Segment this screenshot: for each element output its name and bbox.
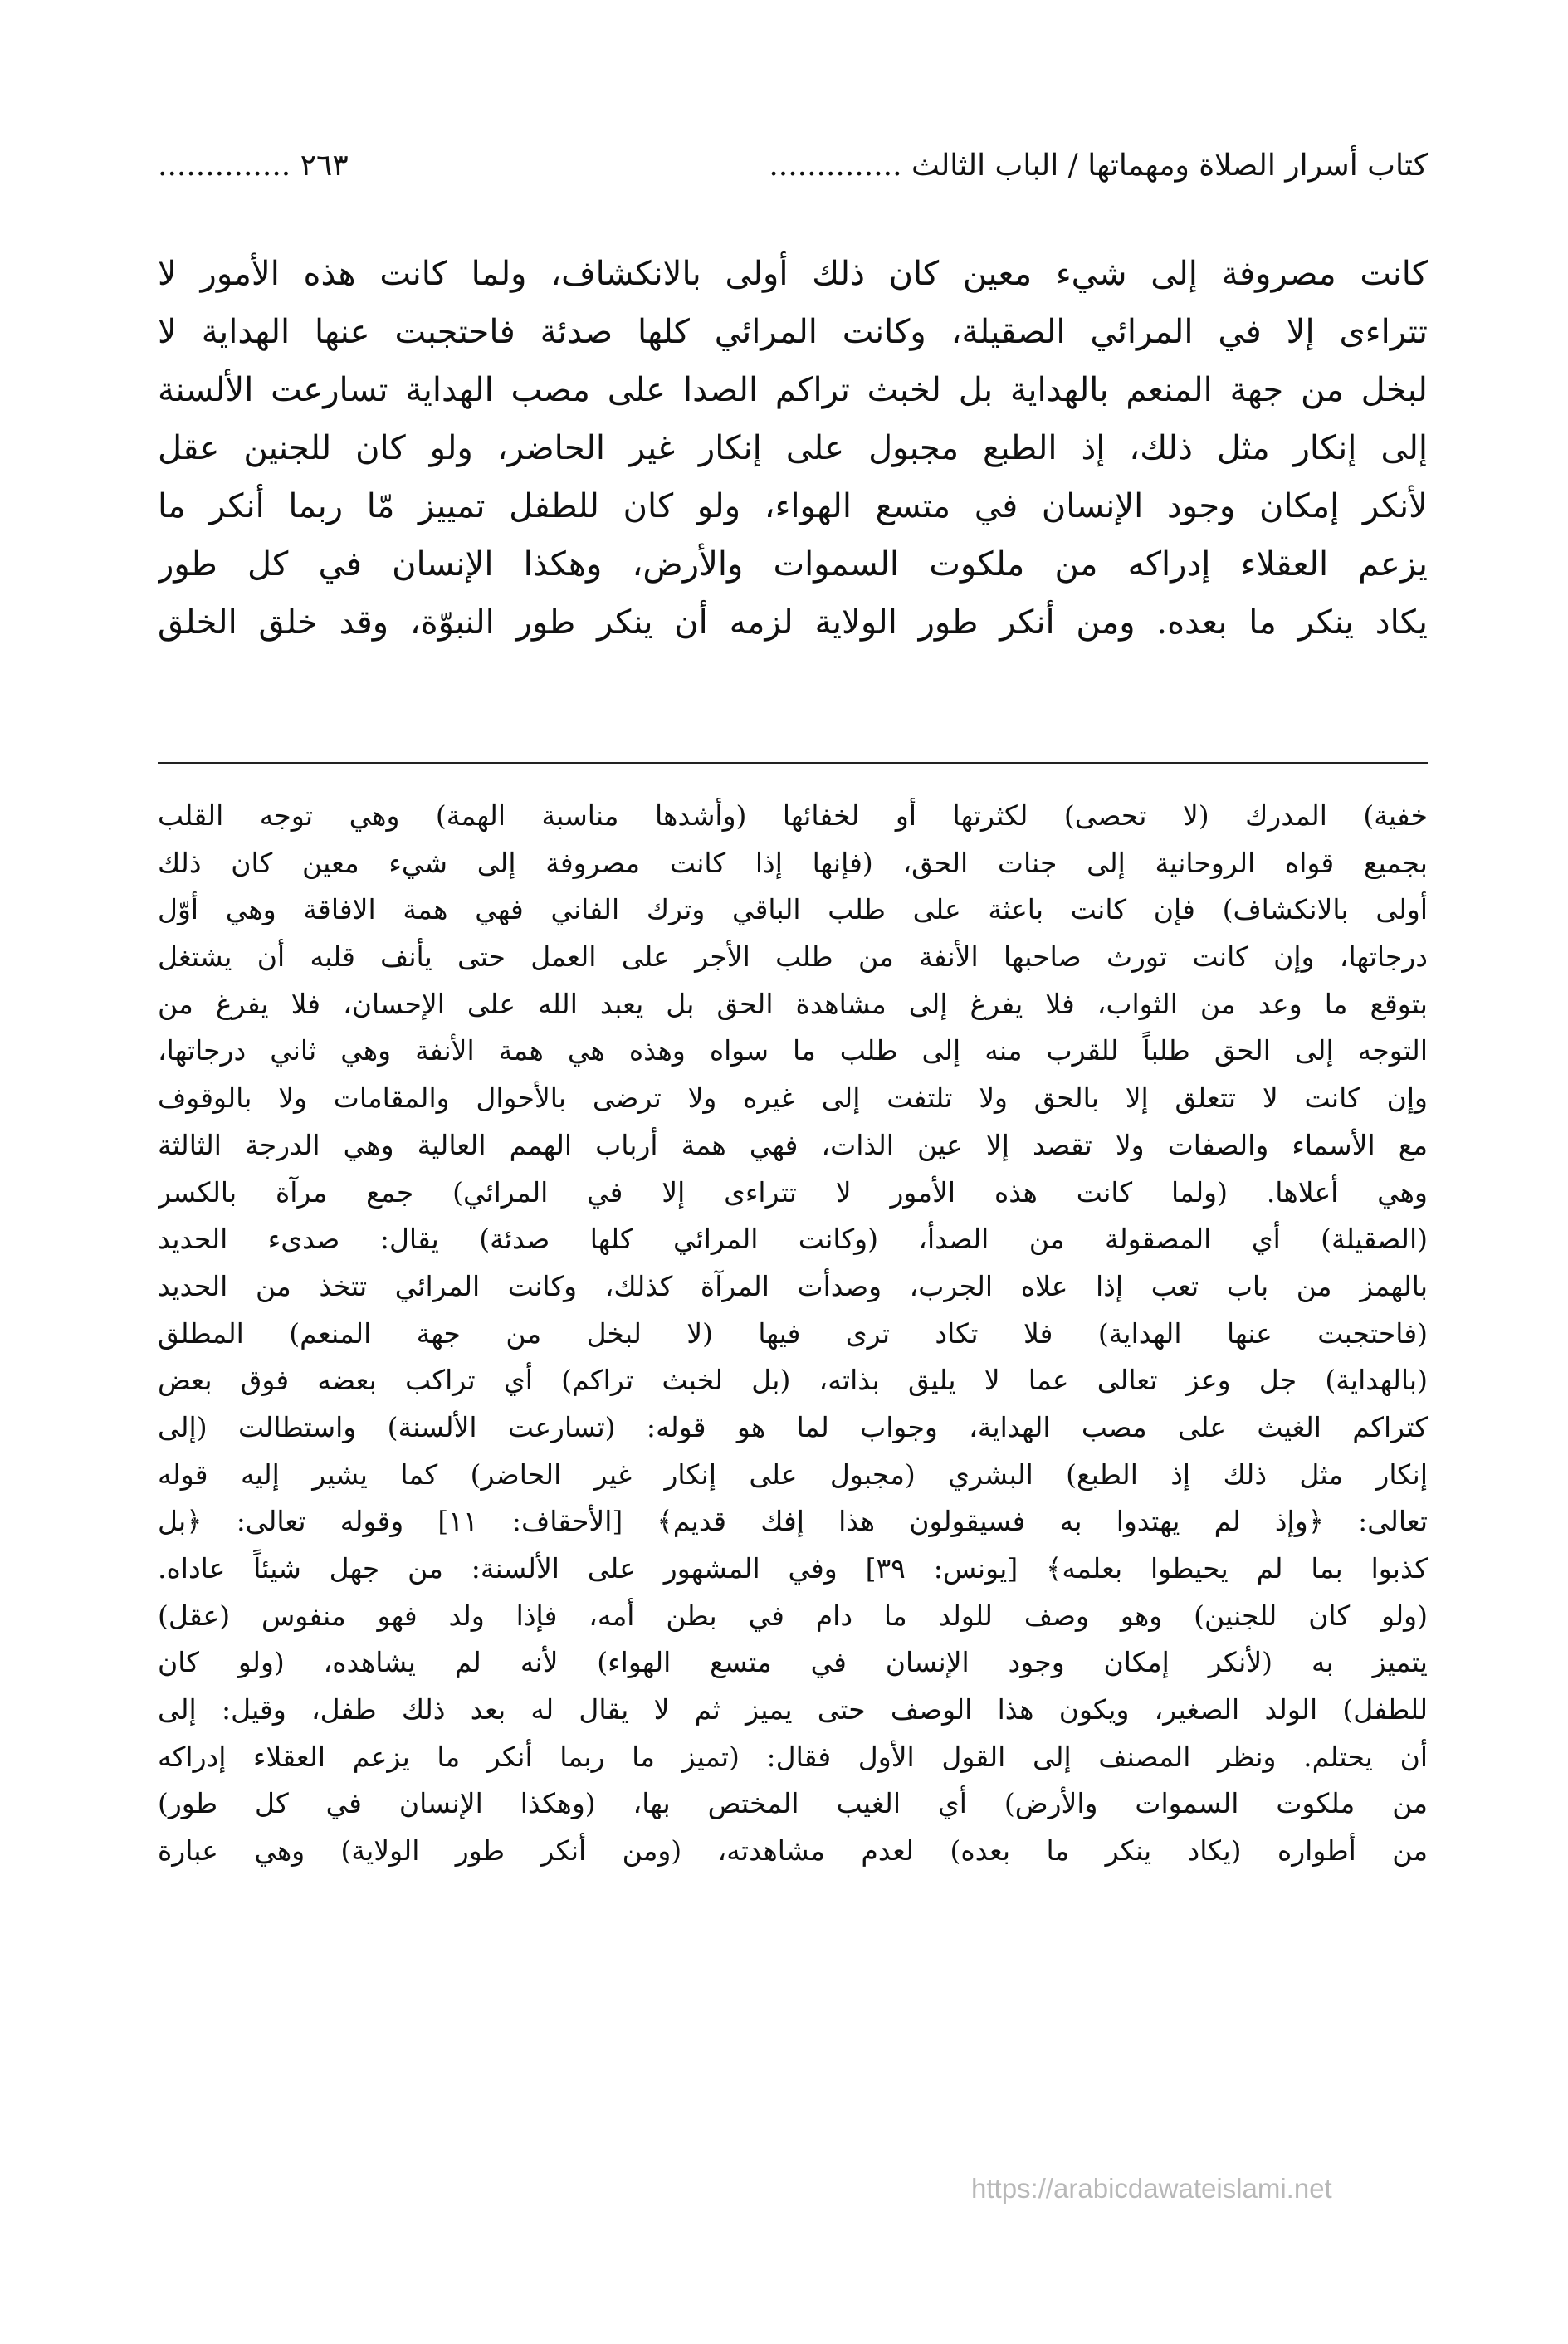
commentary-line: (بالهداية) جل وعز تعالى عما لا يليق بذاته، (بل لخبث تراكم) أي تراكب بعضه فوق بعض (158, 1364, 1428, 1397)
commentary-line: (ولو كان للجنين) وهو وصف للولد ما دام في بطن أمه، فإذا ولد فهو منفوس (عقل) (158, 1599, 1428, 1632)
commentary-line: التوجه إلى الحق طلباً للقرب منه إلى طلب ما سواه وهذه هي همة الأنفة وهي ثاني درجاتها، (158, 1034, 1428, 1067)
commentary-line: بالهمز من باب تعب إذا علاه الجرب، وصدأت المرآة كذلك، وكانت المرائي تتخذ من الحديد (158, 1269, 1428, 1302)
commentary-line: إنكار مثل ذلك إذ الطبع) البشري (مجبول على إنكار غير الحاضر) كما يشير إليه قوله (158, 1458, 1428, 1491)
text-separator-rule (158, 762, 1428, 764)
running-title: كتاب أسرار الصلاة ومهماتها / الباب الثالث .............. (769, 149, 1428, 183)
commentary-text (158, 793, 1428, 1875)
commentary-line: (فاحتجبت عنها الهداية) فلا تكاد ترى فيها (لا لبخل من جهة المنعم) المطلق (158, 1316, 1428, 1350)
commentary-line: (الصقيلة) أي المصقولة من الصدأ، (وكانت المرائي كلها صدئة) يقال: صدىء الحديد (158, 1223, 1428, 1256)
commentary-line: مع الأسماء والصفات ولا تقصد إلا عين الذات، فهي همة أرباب الهمم العالية وهي الدرجة الثالثة (158, 1128, 1428, 1161)
commentary-line: وإن كانت لا تتعلق إلا بالحق ولا تلتفت إلى غيره ولا ترضى بالأحوال والمقامات ولا بالوقوف (158, 1082, 1428, 1115)
commentary-line: من أطواره (يكاد ينكر ما بعده) لعدم مشاهدته، (ومن أنكر طور الولاية) وهي عبارة (158, 1834, 1428, 1868)
commentary-line: كتراكم الغيث على مصب الهداية، وجواب لما هو قوله: (تسارعت الألسنة) واستطالت (إلى (158, 1410, 1428, 1443)
main-text-line: لبخل من جهة المنعم بالهداية بل لخبث تراكم الصدا على مصب الهداية تسارعت الألسنة (158, 371, 1428, 409)
commentary-line: من ملكوت السموات والأرض) أي الغيب المختص بها، (وهكذا الإنسان في كل طور) (158, 1787, 1428, 1820)
commentary-line: أن يحتلم. ونظر المصنف إلى القول الأول فقال: (تميز ما ربما أنكر ما يزعم العقلاء إدراكه (158, 1740, 1428, 1773)
commentary-line: وهي أعلاها. (ولما كانت هذه الأمور لا تتراءى إلا في المرائي) جمع مرآة بالكسر (158, 1175, 1428, 1209)
commentary-line: تعالى: ﴿وإذ لم يهتدوا به فسيقولون هذا إفك قديم﴾ [الأحقاف: ١١] وقوله تعالى: ﴿بل (158, 1505, 1428, 1538)
commentary-line: كذبوا بما لم يحيطوا بعلمه﴾ [يونس: ٣٩] وفي المشهور على الألسنة: من جهل شيئاً عاداه. (158, 1552, 1428, 1585)
page-number: ٢٦٣ .............. (158, 149, 349, 183)
page-header (158, 125, 1428, 183)
main-text-line: لأنكر إمكان وجود الإنسان في متسع الهواء، ولو كان للطفل تمييز مّا ربما أنكر ما (158, 487, 1428, 525)
commentary-line: بجميع قواه الروحانية إلى جنات الحق، (فإنها إذا كانت مصروفة إلى شيء معين كان ذلك (158, 846, 1428, 879)
commentary-line: درجاتها، وإن كانت تورث صاحبها الأنفة من طلب الأجر على العمل حتى يأنف قلبه أن يشتغل (158, 940, 1428, 974)
main-text-line: يزعم العقلاء إدراكه من ملكوت السموات والأرض، وهكذا الإنسان في كل طور (158, 545, 1428, 584)
main-text-line: يكاد ينكر ما بعده. ومن أنكر طور الولاية لزمه أن ينكر طور النبوّة، وقد خلق الخلق (158, 603, 1428, 642)
main-text-line: كانت مصروفة إلى شيء معين كان ذلك أولى بالانكشاف، ولما كانت هذه الأمور لا (158, 255, 1428, 293)
main-text (158, 245, 1428, 652)
main-text-line: إلى إنكار مثل ذلك، إذ الطبع مجبول على إنكار غير الحاضر، ولو كان للجنين عقل (158, 429, 1428, 467)
commentary-line: للطفل) الولد الصغير، ويكون هذا الوصف حتى يميز ثم لا يقال له بعد ذلك طفل، وقيل: إلى (158, 1693, 1428, 1726)
commentary-line: يتميز به (لأنكر إمكان وجود الإنسان في متسع الهواء) لأنه لم يشاهده، (ولو كان (158, 1646, 1428, 1679)
commentary-line: أولى بالانكشاف) فإن كانت باعثة على طلب الباقي وترك الفاني فهي همة الافاقة وهي أوّل (158, 893, 1428, 926)
commentary-line: خفية) المدرك (لا تحصى) لكثرتها أو لخفائها (وأشدها مناسبة الهمة) وهي توجه القلب (158, 799, 1428, 832)
watermark-url: https://arabicdawateislami.net (971, 2173, 1332, 2204)
main-text-line: تتراءى إلا في المرائي الصقيلة، وكانت المرائي كلها صدئة فاحتجبت عنها الهداية لا (158, 313, 1428, 351)
commentary-line: بتوقع ما وعد من الثواب، فلا يفرغ إلى مشاهدة الحق بل يعبد الله على الإحسان، فلا يفرغ من (158, 987, 1428, 1020)
